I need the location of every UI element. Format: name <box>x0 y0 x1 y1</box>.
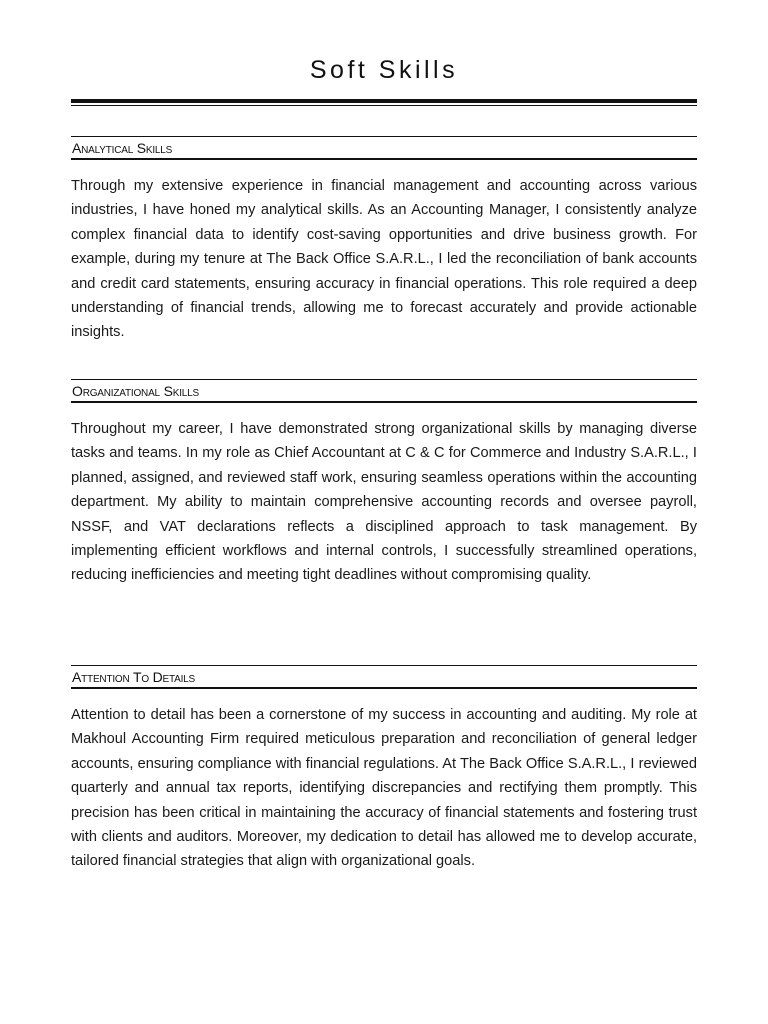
section-paragraph: Attention to detail has been a cornerstone of my success in accounting and auditing. My role at Makhoul Accounting Firm required meticulous preparation and reconciliation of general ledger accounts, ensuring compliance with financial regulations. At The Back Office S.A.R.L., I reviewed quarterly and annual tax reports, identifying discrepancies and rectifying them promptly. This precision has been critical in maintaining the accuracy of financial statements and fostering trust with clients and auditors. Moreover, my dedication to detail has allowed me to develop accurate, tailored financial strategies that align with organizational goals. <box>71 707 697 870</box>
section-heading: Attention To Details <box>71 665 697 689</box>
title-divider-thin <box>71 105 697 106</box>
section-heading: Analytical Skills <box>71 136 697 160</box>
section-paragraph: Through my extensive experience in financial management and accounting across various industries, I have honed my analytical skills. As an Accounting Manager, I consistently analyze complex financial data to identify cost-saving opportunities and drive business growth. For example, during my tenure at The Back Office S.A.R.L., I led the reconciliation of bank accounts and credit card statements, ensuring accuracy in financial operations. This role required a deep understanding of financial trends, allowing me to forecast accurately and provide actionable insights. <box>71 178 697 341</box>
section-attention-to-details <box>71 665 697 874</box>
page-title: Soft Skills <box>309 56 459 84</box>
section-organizational-skills <box>71 379 697 588</box>
title-divider-thick <box>71 99 697 103</box>
section-heading: Organizational Skills <box>71 379 697 403</box>
section-paragraph: Throughout my career, I have demonstrated strong organizational skills by managing diverse tasks and teams. In my role as Chief Accountant at C & C for Commerce and Industry S.A.R.L., I planned, assigned, and reviewed staff work, ensuring seamless operations within the accounting department. My ability to maintain comprehensive accounting records and oversee payroll, NSSF, and VAT declarations reflects a disciplined approach to task management. By implementing efficient workflows and internal controls, I successfully streamlined operations, reducing inefficiencies and meeting tight deadlines without compromising quality. <box>71 421 697 584</box>
section-analytical-skills <box>71 136 697 345</box>
